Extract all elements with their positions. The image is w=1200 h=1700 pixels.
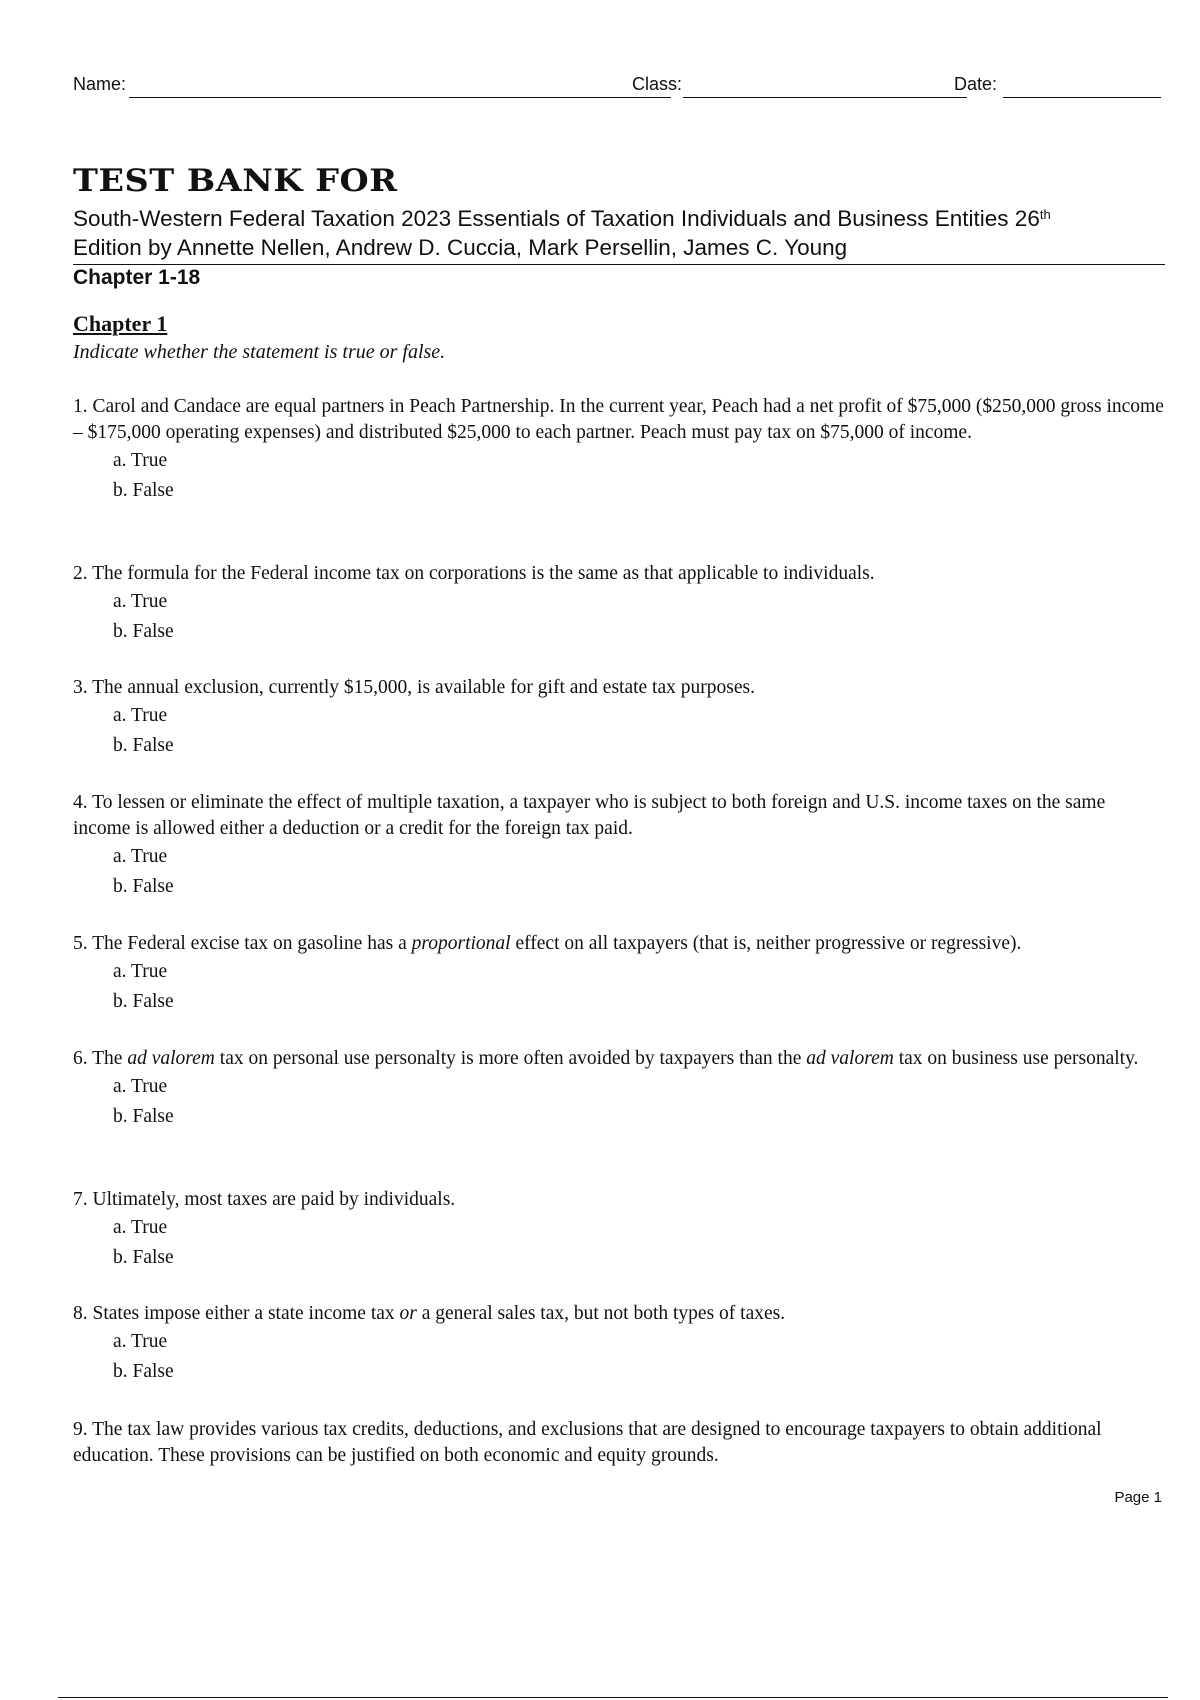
page-number: Page 1 — [1114, 1489, 1162, 1506]
question-8 — [73, 1301, 1165, 1387]
option-false: b. False — [113, 621, 174, 642]
instructions: Indicate whether the statement is true or false. — [73, 341, 446, 363]
question-4 — [73, 790, 1165, 902]
name-field-line[interactable] — [129, 97, 671, 98]
question-text: 2. The formula for the Federal income tax on corporations is the same as that applicable to individuals. — [73, 563, 875, 584]
option-false: b. False — [113, 991, 174, 1012]
question-text-end: effect on all taxpayers (that is, neither progressive or regressive). — [510, 933, 1022, 954]
question-text — [73, 1301, 1165, 1327]
subtitle-line-1: South-Western Federal Taxation 2023 Essentials of Taxation Individuals and Business Entities 26 — [73, 206, 1040, 231]
question-text: 4. To lessen or eliminate the effect of multiple taxation, a taxpayer who is subject to both foreign and U.S. income taxes on the same income is allowed either a deduction or a credit for the foreign tax paid. — [73, 792, 1106, 839]
student-info-header — [73, 68, 1161, 100]
option-false: b. False — [113, 735, 174, 756]
question-text: 9. The tax law provides various tax credits, deductions, and exclusions that are designed to encourage taxpayers to obtain additional education. These provisions can be justified on both economic and equity grounds. — [73, 1419, 1102, 1466]
option-true: a. True — [113, 450, 168, 471]
emphasized-term: or — [399, 1303, 417, 1324]
class-label: Class: — [632, 74, 683, 94]
option-true: a. True — [113, 591, 168, 612]
date-label: Date: — [954, 74, 998, 94]
date-field-line[interactable] — [1003, 97, 1161, 98]
question-7 — [73, 1187, 1165, 1273]
question-5 — [73, 931, 1165, 1017]
question-text-start: 8. States impose either a state income tax — [73, 1303, 400, 1324]
document-title: TEST BANK FOR — [73, 163, 398, 199]
name-label: Name: — [73, 74, 127, 94]
question-text-end: a general sales tax, but not both types of taxes. — [416, 1303, 786, 1324]
option-false: b. False — [113, 1361, 174, 1382]
question-text: 1. Carol and Candace are equal partners in Peach Partnership. In the current year, Peach had a net profit of $75,000 ($250,000 gross income – $175,000 operating expenses) and distributed $25,000 to each partner. Peach must pay tax on $75,000 of income. — [73, 396, 1164, 443]
option-true: a. True — [113, 1076, 168, 1097]
chapter-range: Chapter 1-18 — [73, 266, 201, 289]
chapter-heading: Chapter 1 — [73, 311, 168, 336]
option-false: b. False — [113, 480, 174, 501]
option-true: a. True — [113, 961, 168, 982]
option-true: a. True — [113, 1217, 168, 1238]
option-false: b. False — [113, 1106, 174, 1127]
question-text-start: 5. The Federal excise tax on gasoline has a — [73, 933, 412, 954]
question-text — [73, 931, 1165, 957]
option-false: b. False — [113, 1247, 174, 1268]
emphasized-term: ad valorem — [127, 1048, 215, 1069]
subtitle-line-2: Edition by Annette Nellen, Andrew D. Cuccia, Mark Persellin, James C. Young — [73, 235, 848, 260]
question-1 — [73, 394, 1165, 506]
question-text — [73, 1046, 1165, 1072]
question-text-middle: tax on personal use personalty is more often avoided by taxpayers than the — [214, 1048, 807, 1069]
question-9 — [73, 1417, 1165, 1469]
option-true: a. True — [113, 705, 168, 726]
edition-superscript: th — [1039, 207, 1051, 222]
title-divider — [73, 264, 1165, 265]
option-false: b. False — [113, 876, 174, 897]
class-field-line[interactable] — [683, 97, 967, 98]
question-text-end: tax on business use personalty. — [893, 1048, 1139, 1069]
option-true: a. True — [113, 1331, 168, 1352]
option-true: a. True — [113, 846, 168, 867]
question-text-start: 6. The — [73, 1048, 128, 1069]
question-text: 3. The annual exclusion, currently $15,000, is available for gift and estate tax purposes. — [73, 677, 755, 698]
question-6 — [73, 1046, 1165, 1132]
emphasized-term: ad valorem — [806, 1048, 894, 1069]
emphasized-term: proportional — [411, 933, 511, 954]
book-subtitle — [73, 204, 1163, 262]
question-text: 7. Ultimately, most taxes are paid by individuals. — [73, 1189, 456, 1210]
question-2 — [73, 561, 1165, 647]
footer-divider — [58, 1697, 1168, 1698]
question-3 — [73, 675, 1165, 761]
